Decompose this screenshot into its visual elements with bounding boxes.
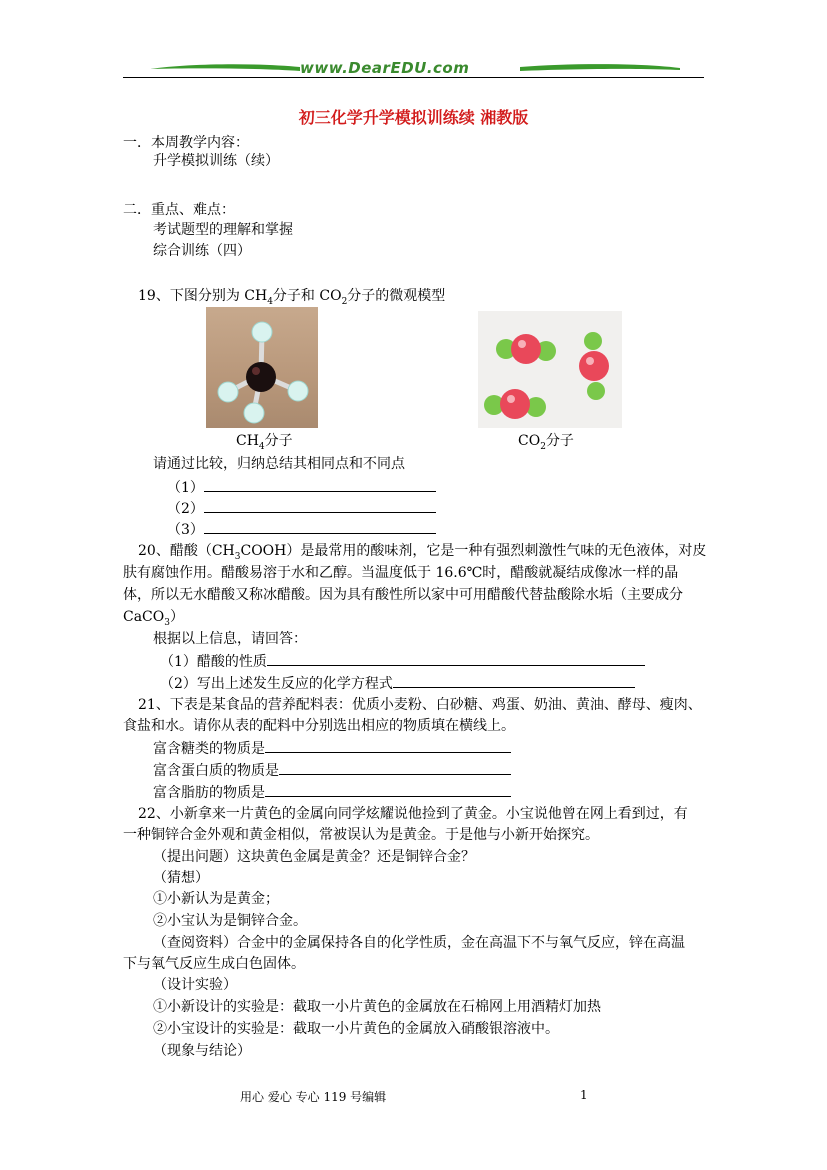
q22-line3: （提出问题）这块黄色金属是黄金？还是铜锌合金？ (153, 849, 475, 865)
q22-line5: ①小新认为是黄金； (153, 891, 279, 907)
q22-line10: ①小新设计的实验是：截取一小片黄色的金属放在石棉网上用酒精灯加热 (153, 999, 601, 1015)
co2-label: $CO_2$分子 (518, 433, 574, 452)
q21-item2: 富含蛋白质的物质是 (153, 761, 511, 780)
q20-line1: 20、醋酸$(CH_3COOH)$是最常用的酸味剂，它是一种有强烈刺激性气味的无色液体，对皮 (138, 543, 707, 562)
answer-blank[interactable] (279, 761, 511, 775)
header-swoosh-left (150, 62, 300, 76)
q22-line11: ②小宝设计的实验是：截取一小片黄色的金属放入硝酸银溶液中。 (153, 1021, 559, 1037)
q21-item3: 富含脂肪的物质是 (153, 783, 511, 802)
section2-heading: 二．重点、难点： (123, 202, 235, 218)
section2-line1: 考试题型的理解和掌握 (153, 222, 293, 238)
q21-item1: 富含糖类的物质是 (153, 739, 511, 758)
q20-item1: （1）醋酸的性质 (160, 652, 645, 671)
q22-line8: 下与氧气反应生成白色固体。 (123, 956, 305, 972)
q20-prompt: 根据以上信息，请回答： (153, 631, 307, 647)
q21-line2: 食盐和水。请你从表的配料中分别选出相应的物质填在横线上。 (123, 718, 515, 734)
answer-blank[interactable] (204, 499, 436, 513)
ch4-molecule-icon (206, 307, 318, 428)
q22-line4: （猜想） (153, 870, 209, 886)
co2-model-image (478, 311, 622, 428)
co2-molecule-icon (478, 311, 622, 428)
q22-line9: （设计实验） (153, 977, 237, 993)
answer-blank[interactable] (267, 652, 645, 666)
q20-line2: 肤有腐蚀作用。醋酸易溶于水和乙醇。当温度低于 16.6℃时，醋酸就凝结成像冰一样的晶 (123, 565, 679, 581)
q22-line1: 22、小新拿来一片黄色的金属向同学炫耀说他捡到了黄金。小宝说他曾在网上看到过，有 (138, 806, 688, 822)
section1-content: 升学模拟训练（续） (153, 153, 279, 169)
q20-line3: 体，所以无水醋酸又称冰醋酸。因为具有酸性所以家中可用醋酸代替盐酸除水垢（主要成分 (123, 587, 683, 603)
q19-stem: 19、下图分别为 $CH_4$分子和 $CO_2$分子的微观模型 (138, 288, 446, 307)
footer-text: 用心 爱心 专心 119 号编辑 (240, 1090, 387, 1104)
q22-line12: （现象与结论） (153, 1043, 251, 1059)
q19-item2: （2） (167, 499, 436, 518)
q22-line2: 一种铜锌合金外观和黄金相似，常被误认为是黄金。于是他与小新开始探究。 (123, 827, 599, 843)
q20-item2: （2）写出上述发生反应的化学方程式 (160, 674, 635, 693)
answer-blank[interactable] (204, 478, 436, 492)
site-logo: www.DearEDU.com (300, 59, 470, 77)
q19-item3: （3） (167, 520, 436, 539)
answer-blank[interactable] (204, 520, 436, 534)
ch4-label: $CH_4$分子 (236, 433, 293, 452)
page-title: 初三化学升学模拟训练续 湘教版 (298, 108, 529, 127)
section1-heading: 一．本周教学内容： (123, 135, 249, 151)
q22-line7: （查阅资料）合金中的金属保持各自的化学性质，金在高温下不与氧气反应，锌在高温 (153, 935, 685, 951)
section2-line2: 综合训练（四） (153, 243, 251, 259)
q20-line4: CaCO$_3$） (123, 609, 184, 628)
q19-item1: （1） (167, 478, 436, 497)
ch4-model-image (206, 307, 318, 428)
answer-blank[interactable] (393, 674, 635, 688)
q21-line1: 21、下表是某食品的营养配料表：优质小麦粉、白砂糖、鸡蛋、奶油、黄油、酵母、瘦肉、 (138, 697, 702, 713)
answer-blank[interactable] (265, 739, 511, 753)
answer-blank[interactable] (265, 783, 511, 797)
header-swoosh-right (520, 62, 680, 76)
q22-line6: ②小宝认为是铜锌合金。 (153, 913, 307, 929)
header-rule (123, 77, 704, 78)
q19-prompt: 请通过比较，归纳总结其相同点和不同点 (153, 456, 405, 472)
page-number: 1 (580, 1088, 588, 1102)
